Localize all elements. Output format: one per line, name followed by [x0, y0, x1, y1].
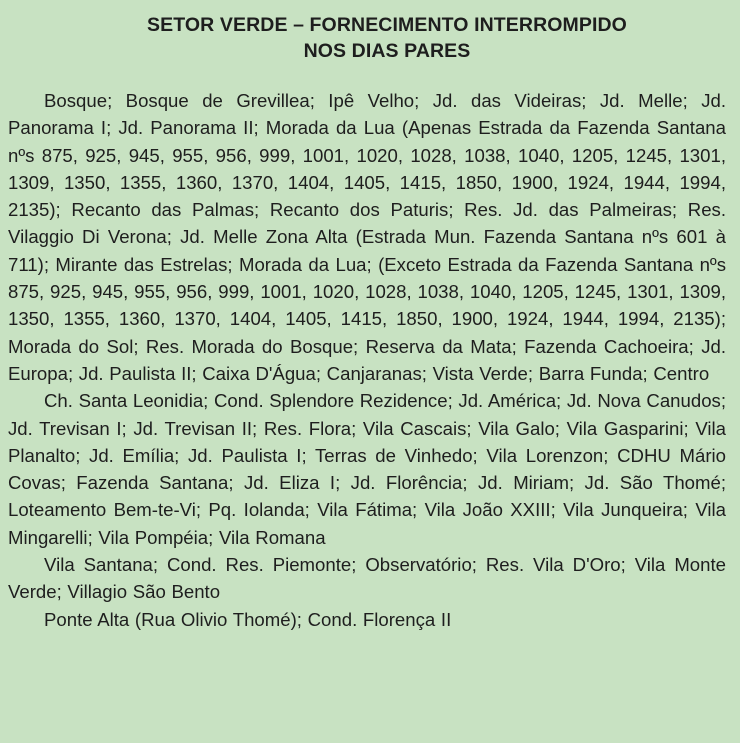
notice-title	[8, 12, 726, 64]
notice-title-line-2: NOS DIAS PARES	[303, 40, 471, 62]
neighborhood-list-paragraph-2: Ch. Santa Leonidia; Cond. Splendore Rezidence; Jd. América; Jd. Nova Canudos; Jd. Trevisan I; Jd. Trevisan II; Res. Flora; Vila Cascais; Vila Galo; Vila Gasparini; Vila Planalto; Jd. Emília; Jd. Paulista I; Terras de Vinhedo; Vila Lorenzon; CDHU Mário Covas; Fazenda Santana; Jd. Eliza I; Jd. Florência; Jd. Miriam; Jd. São Thomé; Loteamento Bem-te-Vi; Pq. Iolanda; Vila Fátima; Vila João XXIII; Vila Junqueira; Vila Mingarelli; Vila Pompéia; Vila Romana	[8, 390, 727, 548]
notice-title-line-1: SETOR VERDE – FORNECIMENTO INTERROMPIDO	[147, 14, 627, 36]
neighborhood-list-paragraph-4: Ponte Alta (Rua Olivio Thomé); Cond. Florença II	[44, 608, 452, 630]
neighborhood-list-paragraph-1: Bosque; Bosque de Grevillea; Ipê Velho; Jd. das Videiras; Jd. Melle; Jd. Panorama I; Jd. Panorama II; Morada da Lua (Apenas Estrada da Fazenda Santana nºs 875, 925, 945, 955, 956, 999, 1001, 1020, 1028, 1038, 1040, 1205, 1245, 1301, 1309, 1350, 1355, 1360, 1370, 1404, 1405, 1415, 1850, 1900, 1924, 1944, 1994, 2135); Recanto das Palmas; Recanto dos Paturis; Res. Jd. das Palmeiras; Res. Vilaggio Di Verona; Jd. Melle Zona Alta (Estrada Mun. Fazenda Santana nºs 601 à 711); Mirante das Estrelas; Morada da Lua; (Exceto Estrada da Fazenda Santana nºs 875, 925, 945, 955, 956, 999, 1001, 1020, 1028, 1038, 1040, 1205, 1245, 1301, 1309, 1350, 1355, 1360, 1370, 1404, 1405, 1415, 1850, 1900, 1924, 1944, 1994, 2135); Morada do Sol; Res. Morada do Bosque; Reserva da Mata; Fazenda Cachoeira; Jd. Europa; Jd. Paulista II; Caixa D'Água; Canjaranas; Vista Verde; Barra Funda; Centro	[8, 90, 726, 384]
neighborhood-list-paragraph-3: Vila Santana; Cond. Res. Piemonte; Observatório; Res. Vila D'Oro; Vila Monte Verde; Villagio São Bento	[8, 554, 726, 603]
